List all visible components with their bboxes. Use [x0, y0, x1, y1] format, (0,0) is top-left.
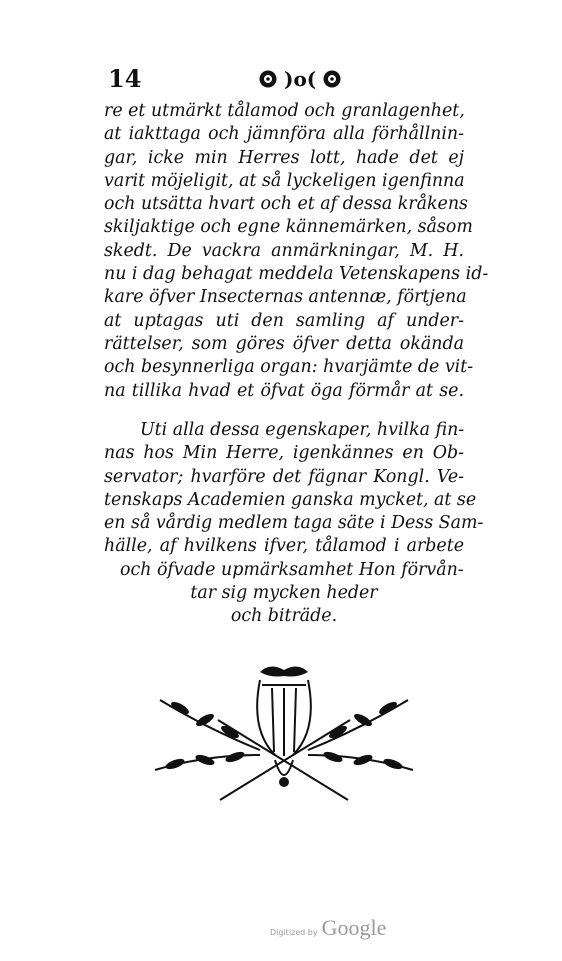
- lyre-vignette-icon: [150, 660, 418, 810]
- text-line: gar, icke min Herres lott, hade det ej: [104, 147, 464, 168]
- page-number: 14: [108, 64, 142, 93]
- text-line: kare öfver Insecternas antennæ, förtjena: [104, 287, 467, 308]
- text-line: och biträde.: [230, 606, 338, 627]
- text-line: en så vårdig medlem taga säte i Dess Sam-: [104, 513, 484, 534]
- flower-ornament-icon: [258, 69, 278, 89]
- header-ornament-text: )o(: [284, 67, 317, 91]
- digitized-footer: [270, 915, 420, 945]
- text-line: at iakttaga och jämnföra alla förhållnin-: [104, 124, 464, 145]
- text-line: skedt. De vackra anmärkningar, M. H.: [104, 240, 464, 261]
- text-line: varit möjeligit, at så lyckeligen igenfinna: [104, 170, 465, 191]
- text-line: re et utmärkt tålamod och granlagenhet,: [104, 101, 465, 121]
- text-line: Uti alla dessa egenskaper, hvilka fin-: [140, 420, 465, 440]
- text-line: och utsätta hvart och et af dessa kråkens: [104, 194, 468, 215]
- text-line: hälle, af hvilkens ifver, tålamod i arbete: [104, 536, 464, 557]
- text-line: och öfvade upmärksamhet Hon förvån-: [120, 559, 464, 580]
- text-line: at uptagas uti den samling af under-: [104, 310, 464, 331]
- text-line: och besynnerliga organ: hvarjämte de vit-: [104, 357, 474, 378]
- text-line: servator; hvarföre det fägnar Kongl. Ve-: [104, 466, 464, 487]
- text-line: rättelser, som göres öfver detta okända: [104, 333, 464, 354]
- paragraph-1: [104, 100, 489, 403]
- text-line: na tillika hvad et öfvat öga förmår at se.: [104, 380, 464, 401]
- text-line: nas hos Min Herre, igenkännes en Ob-: [104, 443, 464, 464]
- flower-ornament-icon: [322, 69, 342, 89]
- text-line: skiljaktige och egne kännemärken, såsom: [104, 217, 473, 238]
- header-ornament: [258, 62, 342, 96]
- paragraph-2: [104, 419, 484, 629]
- text-line: nu i dag behagat meddela Vetenskapens id-: [104, 264, 489, 285]
- google-logo: Google: [321, 915, 387, 940]
- text-line: tar sig mycken heder: [190, 583, 378, 604]
- running-header: [108, 62, 448, 96]
- digitized-by-label: Digitized by: [270, 928, 318, 937]
- text-line: tenskaps Academien ganska mycket, at se: [104, 489, 477, 510]
